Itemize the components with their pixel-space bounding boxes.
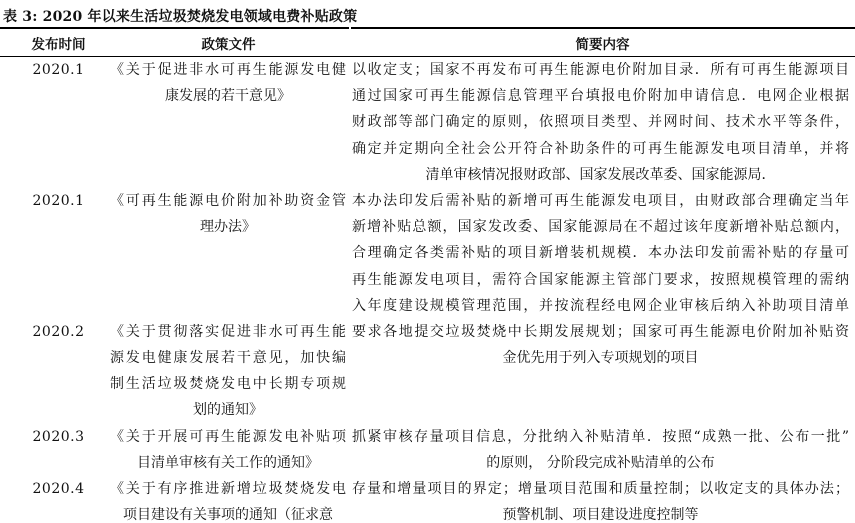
text-line: 存量和增量项目的界定；增量项目范围和质量控制；以收定支的具体办法； — [352, 481, 849, 497]
text-line: 抓紧审核存量项目信息，分批纳入补贴清单．按照“成熟一批、公布一批” — [352, 428, 849, 445]
cell-policy-document — [107, 319, 350, 424]
table-row — [0, 188, 855, 319]
table-row — [0, 476, 855, 523]
text-line: 理办法》 — [200, 219, 256, 236]
text-line: 入年度建设规模管理范围，并按流程经电网企业审核后纳入补助项目清单 — [352, 297, 849, 314]
cell-brief-content — [350, 476, 855, 523]
text-line: 金优先用于列入专项规划的项目 — [502, 350, 699, 367]
cell-policy-document — [107, 188, 350, 319]
cell-brief-content — [350, 188, 855, 319]
column-header-brief-content: 简要内容 — [575, 36, 630, 53]
cell-publish-date — [0, 476, 107, 523]
text-line: 要求各地提交垃圾焚烧中长期发展规划；国家可再生能源电价附加补贴资 — [352, 323, 849, 340]
publish-date-text: 2020.4 — [32, 481, 85, 497]
text-line: 源发电健康发展若干意见，加快编 — [110, 350, 346, 367]
text-line: 再生能源发电项目，需符合国家能源主管部门要求，按照规模管理的需纳 — [352, 271, 849, 288]
cell-policy-document — [107, 424, 350, 476]
cell-publish-date — [0, 57, 107, 188]
text-line: 合理确定各类需补贴的项目新增装机规模．本办法印发前需补贴的存量可 — [352, 245, 849, 262]
text-line: 《关于促进非水可再生能源发电健 — [110, 62, 346, 78]
text-line: 目清单审核有关工作的通知》 — [137, 454, 319, 471]
cell-publish-date — [0, 188, 107, 319]
table-row — [0, 57, 855, 188]
publish-date-text: 2020.2 — [32, 323, 85, 340]
cell-publish-date — [0, 319, 107, 424]
cell-brief-content — [350, 424, 855, 476]
text-line: 康发展的若干意见》 — [165, 88, 291, 105]
text-line: 制生活垃圾焚烧发电中长期专项规 — [110, 376, 346, 393]
column-header-policy-document: 政策文件 — [201, 36, 256, 53]
text-line: 本办法印发后需补贴的新增可再生能源发电项目，由财政部合理确定当年 — [352, 192, 849, 209]
table-title: 表 3: 2020 年以来生活垃圾焚烧发电领域电费补贴政策 — [3, 9, 358, 25]
text-line: 预警机制、项目建设进度控制等 — [502, 507, 699, 523]
table-body — [0, 57, 855, 523]
text-line: 《关于贯彻落实促进非水可再生能 — [110, 323, 346, 340]
cell-policy-document — [107, 476, 350, 523]
policy-table — [0, 27, 855, 523]
table-border-gap — [349, 27, 351, 30]
text-line: 以收定支；国家不再发布可再生能源电价附加目录．所有可再生能源项目 — [352, 62, 849, 78]
text-line: 《关于开展可再生能源发电补贴项 — [110, 428, 346, 445]
cell-policy-document — [107, 57, 350, 188]
text-line: 《关于有序推进新增垃圾焚烧发电 — [110, 481, 346, 497]
text-line: 划的通知》 — [193, 402, 263, 419]
publish-date-text: 2020.1 — [32, 62, 85, 78]
cell-brief-content — [350, 319, 855, 424]
table-header-row — [0, 29, 855, 57]
column-header-publish-date: 发布时间 — [31, 36, 86, 53]
text-line: 项目建设有关事项的通知（征求意 — [123, 507, 333, 523]
text-line: 清单审核情况报财政部、国家发展改革委、国家能源局． — [425, 166, 776, 183]
cell-brief-content — [350, 57, 855, 188]
text-line: 新增补贴总额，国家发改委、国家能源局在不超过该年度新增补贴总额内， — [352, 219, 849, 236]
text-line: 财政部等部门确定的原则，依照项目类型、并网时间、技术水平等条件， — [352, 114, 849, 131]
text-line: 的原则， 分阶段完成补贴清单的公布 — [486, 454, 715, 471]
text-line: 通过国家可再生能源信息管理平台填报电价附加申请信息．电网企业根据 — [352, 88, 849, 105]
table-row — [0, 424, 855, 476]
text-line: 确定并定期向全社会公开符合补助条件的可再生能源发电项目清单，并将 — [352, 140, 849, 157]
cell-publish-date — [0, 424, 107, 476]
publish-date-text: 2020.3 — [32, 428, 85, 445]
publish-date-text: 2020.1 — [32, 192, 85, 209]
text-line: 《可再生能源电价附加补助资金管 — [110, 192, 346, 209]
table-row — [0, 319, 855, 424]
